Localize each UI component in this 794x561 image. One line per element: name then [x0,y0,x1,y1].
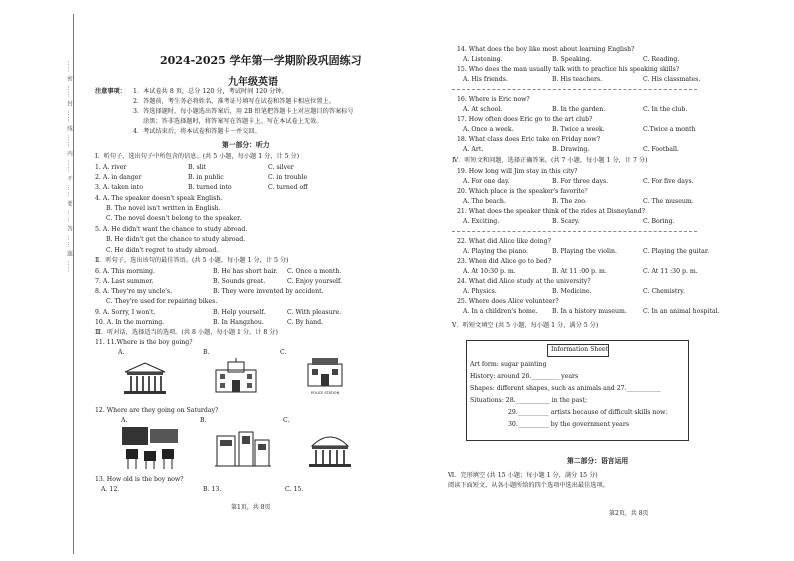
option: A. Exciting. [463,218,500,225]
section-1-heading: Ⅰ．听句子，选出句子中所包含的信息。(共 5 小题，每小题 1 分，计 5 分) [95,153,300,160]
school-building-picture [212,358,260,396]
notice-item: 2．答题前，考生务必将姓名、准考证号填写在试卷和答题卡相应位置上。 [133,98,335,105]
classroom-picture [120,425,182,471]
option: 1. A. river [95,164,127,171]
section-3-heading: Ⅲ．听对话，选择适当的选项。(共 8 小题，每小题 1 分，计 8 分) [95,329,278,336]
option: B. Twice a week. [552,126,605,133]
option: B. Sounds great. [213,278,266,285]
option: B. Help yourself. [213,309,266,316]
option: C. They're used for repairing bikes. [106,298,218,305]
option: A. The beach. [463,198,506,205]
option: C. Football. [643,146,679,153]
option: B. The zoo. [552,198,587,205]
option: C. In an animal hospital. [643,308,720,315]
option: C. Enjoy yourself. [287,278,343,285]
information-sheet-title: Information Sheet [551,346,609,353]
section-6-description: 阅读下面短文，从各小题所给的四个选项中选出最佳选项。 [448,482,609,489]
option: C. By hand. [287,319,324,326]
police-station-label: POLICE STATION [310,391,340,395]
option: C. 15. [285,486,304,493]
option: A. Listening. [463,56,503,63]
page-title: 2024-2025 学年第一学期阶段巩固练习 [160,54,362,67]
option: C. in trouble [268,174,308,181]
option: A. At school. [463,106,503,113]
sheet-line: 30.__________ by the government years [508,421,630,428]
option: A. Playing the piano. [463,248,528,255]
option: 5. A. He didn't want the chance to study abroad. [95,226,248,233]
option: C. His classmates. [643,76,701,83]
option: C. Boring. [643,218,675,225]
option: A. Physics. [463,288,497,295]
sheet-line: Shapes: different shapes, such as animals and 27.___________ [470,385,661,392]
option: C. The novel doesn't belong to the speaker. [106,215,242,222]
option: B. In Hangzhou. [213,319,264,326]
question-18: 18. What class does Eric take on Friday now? [457,136,601,143]
option: C. turned off [268,184,308,191]
option: 3. A. taken into [95,184,143,191]
option: 2. A. in danger [95,174,142,181]
option: B. in public [188,174,224,181]
sheet-line: 29.__________ artists because of difficult skills now； [508,409,672,416]
option: B. 13. [203,486,222,493]
option: A. In a children's home. [463,308,538,315]
option: C. Once a month. [287,268,342,275]
option: 6. A. This morning. [95,268,155,275]
option: B. turned into [188,184,232,191]
option: A. For one day. [463,178,510,185]
option: A. At 10:30 p. m. [463,268,516,275]
question-16: 16. Where is Eric now? [457,96,530,103]
option-label: B. [203,349,210,356]
option: A. 12. [101,486,120,493]
question-12: 12. Where are they going on Saturday? [95,407,219,414]
notice-item: 3．答选择题时，每小题选出答案后，用 2B 铅笔把答题卡上对应题目的答案标号 [133,108,354,115]
option-label: B. [200,417,207,424]
option: C. In the club. [643,106,688,113]
option: 4. A. The speaker doesn't speak English. [95,195,223,202]
notice-label: 注意事项： [95,88,126,95]
option: B. He has short hair. [213,268,278,275]
binding-line [73,14,74,554]
question-24: 24. What did Alice study at the university? [457,278,591,285]
option: 10. A. In the morning. [95,319,165,326]
divider [452,89,697,90]
page-number-right: 第2页，共 8页 [609,510,649,517]
library-building-picture [121,360,169,396]
subject-title: 九年级英语 [228,77,278,88]
question-21: 21. What does the speaker think of the rides at Disneyland? [457,208,645,215]
option-label: C. [283,417,290,424]
police-station-picture [302,356,348,396]
option: C. At 11 :30 p. m. [643,268,698,275]
option: B. His teachers. [552,76,603,83]
question-13: 13. How old is the boy now? [95,476,184,483]
option: A. Once a week. [463,126,514,133]
section-2-heading: Ⅱ．听句子，选出该句的最佳答语。(共 5 小题，每小题 1 分，计 5 分) [95,257,289,264]
option: C. For five days. [643,178,694,185]
section-6-heading: Ⅵ．完形填空 (共 15 小题；每小题 1 分，满分 15 分) [448,472,598,479]
option: C. Chemistry. [643,288,685,295]
option: C.Twice a month [643,126,696,133]
question-19: 19. How long will Jim stay in this city? [457,168,578,175]
question-11: 11. 11.Where is the boy going? [95,339,193,346]
notice-item: 涂黑；答非选择题时，将答案写在答题卡上。写在本试卷上无效。 [143,118,323,125]
option-label: A. [118,349,125,356]
option: 8. A. They're my uncle's. [95,288,173,295]
question-15: 15. Who does the man usually talk with to practice his speaking skills? [457,66,680,73]
binding-line-text: …… 密 …… 封 …… 线 …… 内 …… 不 …… 要 …… 答 …… 题 …… [66,60,72,273]
section-4-heading: Ⅳ．听短文和问题，选择正确答案。(共 7 小题，每小题 1 分，计 7 分) [452,157,648,164]
option: B. Speaking. [552,56,592,63]
option: B. In a history museum. [552,308,627,315]
option: A. Art. [463,146,484,153]
sheet-line: Situations: 28.___________ in the past; [470,397,588,404]
option: C. Playing the guitar. [643,248,710,255]
shops-picture [215,430,271,470]
question-14: 14. What does the boy like most about learning English? [457,46,635,53]
question-17: 17. How often does Eric go to the art club? [457,116,593,123]
part1-heading: 第一部分：听力 [222,141,270,149]
option-label: A. [121,417,128,424]
option: B. Scary. [552,218,580,225]
option: A. His friends. [463,76,508,83]
option: B. In the garden. [552,106,606,113]
option: B. Drawing. [552,146,590,153]
option: B. slit [188,164,207,171]
museum-picture [306,428,354,470]
question-25: 25. Where does Alice volunteer? [457,298,559,305]
option: B. For three days. [552,178,609,185]
part2-heading: 第二部分：语言运用 [567,457,629,465]
option: C. Reading. [643,56,680,63]
option-label: C. [280,349,287,356]
notice-item: 1．本试卷共 8 页，总分 120 分，考试时间 120 分钟。 [133,88,288,95]
section-5-heading: Ⅴ．听短文填空 (共 5 小题，每小题 1 分，满分 5 分) [452,322,599,329]
page-number-left: 第1页，共 8页 [231,504,271,511]
option: C. The museum. [643,198,694,205]
option: 9. A. Sorry, I won't. [95,309,156,316]
divider [452,231,697,232]
option: C. silver [268,164,294,171]
question-23: 23. When did Alice go to bed? [457,258,551,265]
sheet-line: History: around 26._________ years [470,373,579,380]
option: 7. A. Last summer. [95,278,154,285]
option: B. Medicine. [552,288,592,295]
option: C. With pleasure. [287,309,342,316]
option: C. He didn't regret to study abroad. [106,247,219,254]
notice-item: 4．考试结束后，将本试卷和答题卡一并交回。 [133,128,261,135]
question-22: 22. What did Alice like doing? [457,238,551,245]
sheet-line: Art form: sugar painting [470,361,547,368]
option: B. Playing the violin. [552,248,617,255]
option: B. The novel isn't written in English. [106,205,221,212]
question-20: 20. Which place is the speaker's favorite？ [457,188,591,195]
option: B. He didn't get the chance to study abroad. [106,236,246,243]
option: B. They were invented by accident. [213,288,324,295]
option: B. At 11 :00 p. m. [552,268,607,275]
